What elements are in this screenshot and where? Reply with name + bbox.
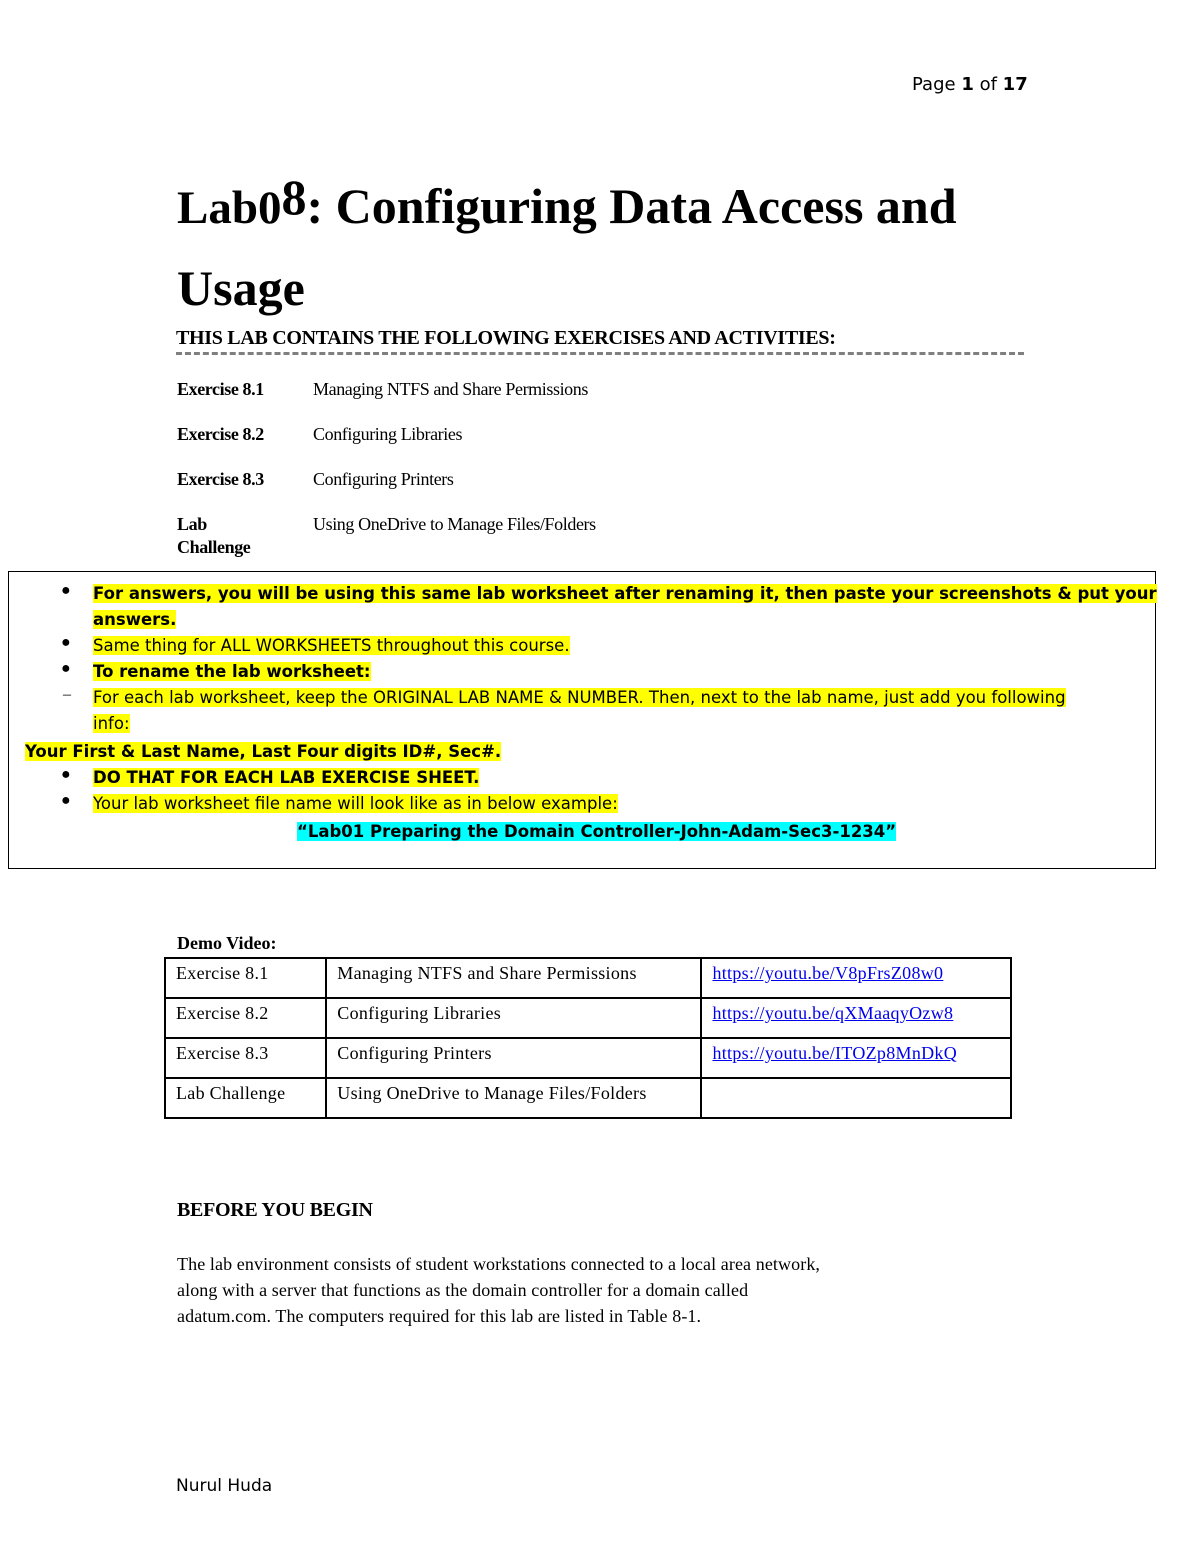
link-cell [701,958,1011,998]
paragraph-line: adatum.com. The computers required for this lab are listed in Table 8-1. [177,1306,702,1326]
link-cell [701,1078,1011,1118]
example-filename-text: “Lab01 Preparing the Domain Controller-John-Adam-Sec3-1234” [297,822,897,841]
exercise-label: Lab Challenge [177,514,251,557]
bullet-icon: ● [61,634,71,651]
instruction-text: DO THAT FOR EACH LAB EXERCISE SHEET. [93,768,480,787]
instruction-text: For answers, you will be using this same lab worksheet after renaming it, then paste your screenshots & put your [93,584,1157,603]
page-current: 1 [961,74,974,95]
exercise-cell: Exercise 8.2 [165,998,326,1038]
instruction-text: To rename the lab worksheet: [93,662,371,681]
video-link[interactable]: https://youtu.be/ITOZp8MnDkQ [712,1043,958,1063]
table-row [165,1038,1011,1078]
contents-divider [176,352,1024,355]
bullet-icon: ● [61,582,71,599]
exercise-cell: Exercise 8.1 [165,958,326,998]
footer-author: Nurul Huda [176,1476,273,1496]
paragraph-line: The lab environment consists of student workstations connected to a local area network, [177,1254,821,1274]
instruction-line [93,582,1157,606]
exercise-cell: Exercise 8.3 [165,1038,326,1078]
exercise-description: Using OneDrive to Manage Files/Folders [313,514,596,534]
demo-video-title: Demo Video: [177,933,277,953]
page-total: 17 [1002,74,1028,95]
bullet-icon: ● [61,766,71,783]
exercise-label: Exercise 8.1 [177,379,264,399]
table-row [165,998,1011,1038]
example-filename [297,820,896,844]
before-you-begin-paragraph [177,1251,957,1329]
page-word: Page [912,74,956,95]
instruction-text: info: [93,714,130,733]
table-row [165,958,1011,998]
exercise-description: Configuring Printers [313,469,454,489]
title-lab-number: 8 [281,169,307,225]
instruction-line [93,634,570,658]
video-link[interactable]: https://youtu.be/V8pFrsZ08w0 [712,963,944,983]
instruction-line [93,608,176,632]
contents-heading: THIS LAB CONTAINS THE FOLLOWING EXERCISES AND ACTIVITIES: [176,327,836,349]
title-lab-prefix: Lab0 [177,182,282,234]
title-rest: : Configuring Data Access and Usage [177,178,957,316]
instruction-line [93,766,479,790]
bullet-icon: ● [61,792,71,809]
exercise-label: Exercise 8.3 [177,469,264,489]
instruction-line [93,660,371,684]
bullet-icon: ● [61,660,71,677]
instruction-line [93,712,130,736]
demo-video-table [164,957,1012,1119]
document-title [177,166,1037,328]
video-link[interactable]: https://youtu.be/qXMaaqyOzw8 [712,1003,954,1023]
instruction-text: Your lab worksheet file name will look like as in below example: [93,794,618,813]
instructions-box [8,571,1156,869]
link-cell [701,998,1011,1038]
paragraph-line: along with a server that functions as the domain controller for a domain called [177,1280,749,1300]
of-word: of [979,74,997,95]
instruction-text: For each lab worksheet, keep the ORIGINAL LAB NAME & NUMBER. Then, next to the lab name, just add you following [93,688,1066,707]
exercise-label: Exercise 8.2 [177,424,264,444]
exercise-description: Managing NTFS and Share Permissions [313,379,588,399]
instruction-text: Your First & Last Name, Last Four digits ID#, Sec#. [25,742,502,761]
exercise-cell: Lab Challenge [165,1078,326,1118]
page-number [912,74,1028,95]
dash-icon: – [63,686,71,703]
description-cell: Managing NTFS and Share Permissions [326,958,701,998]
description-cell: Configuring Printers [326,1038,701,1078]
instruction-text: answers. [93,610,177,629]
instruction-text: Same thing for ALL WORKSHEETS throughout this course. [93,636,570,655]
before-you-begin-heading: BEFORE YOU BEGIN [177,1199,373,1221]
instruction-line [25,740,501,764]
link-cell [701,1038,1011,1078]
instruction-line [93,792,618,816]
exercise-description: Configuring Libraries [313,424,463,444]
description-cell: Using OneDrive to Manage Files/Folders [326,1078,701,1118]
table-row [165,1078,1011,1118]
description-cell: Configuring Libraries [326,998,701,1038]
instruction-line [93,686,1066,710]
